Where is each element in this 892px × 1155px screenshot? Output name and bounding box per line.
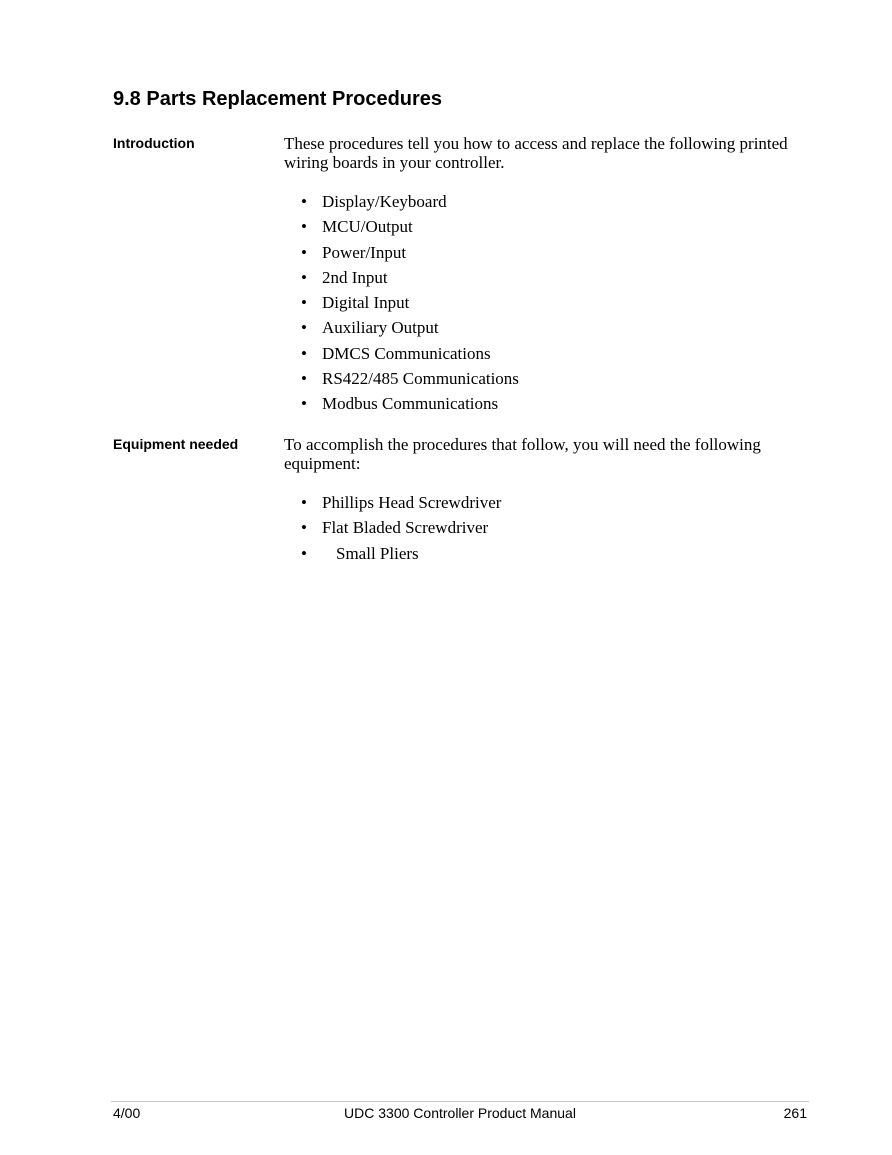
introduction-text: These procedures tell you how to access and replace the following printed wiring boards in your controller. [284, 134, 788, 172]
boards-list [284, 192, 814, 420]
bullet-icon: • [301, 318, 307, 338]
equipment-label: Equipment needed [113, 436, 239, 452]
list-item [284, 217, 814, 242]
bullet-icon: • [301, 394, 307, 414]
list-item-text: Phillips Head Screwdriver [322, 493, 502, 512]
footer-divider [111, 1101, 809, 1102]
list-item [284, 243, 814, 268]
list-item-text: Small Pliers [336, 543, 419, 563]
list-item-text: Flat Bladed Screwdriver [322, 518, 489, 538]
bullet-icon: • [301, 369, 307, 389]
footer-page-number: 261 [783, 1105, 807, 1121]
list-item-text: Power/Input [322, 242, 407, 262]
list-item-text: MCU/Output [322, 217, 413, 237]
footer-manual-title: UDC 3300 Controller Product Manual [344, 1105, 576, 1121]
list-item [284, 192, 814, 217]
bullet-icon: • [301, 267, 307, 287]
list-item [284, 518, 814, 543]
bullet-icon: • [301, 242, 307, 262]
list-item-text: Digital Input [322, 293, 410, 313]
equipment-list [284, 493, 814, 569]
equipment-body [284, 435, 814, 569]
list-item-text: Display/Keyboard [322, 192, 447, 211]
introduction-section [0, 134, 892, 424]
list-item-text: Modbus Communications [322, 394, 499, 414]
bullet-icon: • [301, 217, 307, 237]
list-item [284, 493, 814, 518]
page-title: 9.8 Parts Replacement Procedures [113, 88, 443, 110]
page-footer [111, 1104, 809, 1122]
introduction-label: Introduction [113, 135, 195, 151]
list-item [284, 394, 814, 419]
bullet-icon: • [301, 293, 307, 313]
list-item [284, 344, 814, 369]
list-item-text: RS422/485 Communications [322, 369, 519, 389]
list-item [284, 544, 814, 569]
bullet-icon: • [301, 518, 307, 538]
list-item [284, 318, 814, 343]
list-item-text: Auxiliary Output [322, 318, 439, 338]
list-item-text: DMCS Communications [322, 343, 491, 363]
footer-date: 4/00 [113, 1105, 141, 1121]
list-item [284, 268, 814, 293]
bullet-icon: • [301, 192, 307, 211]
introduction-body [284, 134, 814, 420]
list-item [284, 369, 814, 394]
list-item-text: 2nd Input [322, 267, 388, 287]
equipment-section [0, 435, 892, 575]
bullet-icon: • [301, 493, 307, 512]
equipment-text: To accomplish the procedures that follow, you will need the following equipment: [284, 435, 761, 473]
list-item [284, 293, 814, 318]
bullet-icon: • [301, 343, 307, 363]
bullet-icon: • [301, 543, 307, 563]
